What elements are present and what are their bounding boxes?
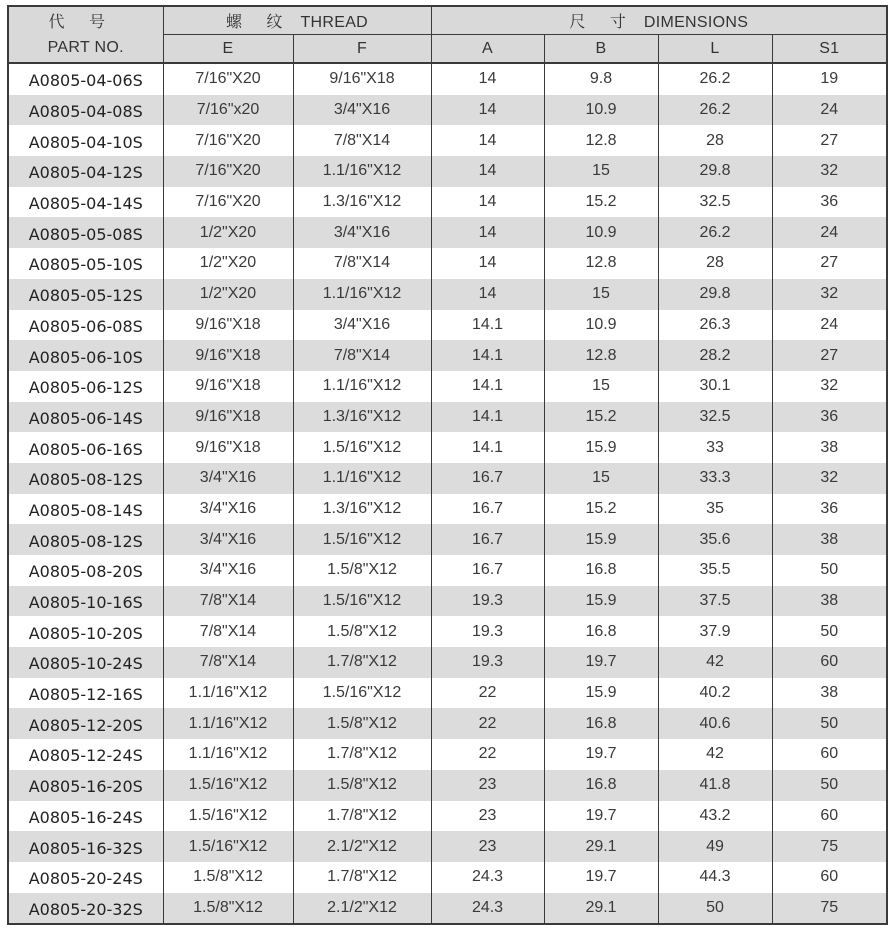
dim-s1-cell: 32 xyxy=(772,156,887,187)
thread-e-cell: 1.1/16"X12 xyxy=(163,678,293,709)
dim-a-cell: 16.7 xyxy=(431,494,544,525)
thread-e-cell: 7/16"X20 xyxy=(163,125,293,156)
dim-s1-cell: 60 xyxy=(772,739,887,770)
dim-l-cell: 42 xyxy=(658,647,772,678)
thread-e-cell: 1.1/16"X12 xyxy=(163,708,293,739)
thread-f-cell: 1.5/16"X12 xyxy=(293,432,431,463)
dim-a-cell: 16.7 xyxy=(431,463,544,494)
dim-a-cell: 22 xyxy=(431,708,544,739)
thread-group-header xyxy=(163,6,431,35)
dim-a-cell: 14 xyxy=(431,125,544,156)
part-number-cell: A0805-06-10S xyxy=(8,340,163,371)
dim-a-cell: 14 xyxy=(431,217,544,248)
part-number-cell: A0805-08-12S xyxy=(8,463,163,494)
thread-e-cell: 9/16"X18 xyxy=(163,340,293,371)
dim-l-cell: 35.5 xyxy=(658,555,772,586)
dim-b-cell: 15 xyxy=(544,279,658,310)
thread-f-cell: 1.1/16"X12 xyxy=(293,371,431,402)
dim-b-cell: 29.1 xyxy=(544,893,658,925)
dim-l-cell: 42 xyxy=(658,739,772,770)
header-row-columns xyxy=(8,35,887,64)
dim-b-cell: 19.7 xyxy=(544,862,658,893)
thread-f-cell: 2.1/2"X12 xyxy=(293,831,431,862)
dim-a-cell: 16.7 xyxy=(431,555,544,586)
dim-l-cell: 26.2 xyxy=(658,63,772,95)
dim-b-cell: 16.8 xyxy=(544,770,658,801)
dim-b-cell: 15 xyxy=(544,156,658,187)
thread-e-cell: 1.5/8"X12 xyxy=(163,862,293,893)
thread-f-cell: 1.3/16"X12 xyxy=(293,494,431,525)
thread-f-cell: 1.5/8"X12 xyxy=(293,616,431,647)
dim-s1-cell: 27 xyxy=(772,125,887,156)
thread-e-cell: 1.5/8"X12 xyxy=(163,893,293,925)
dim-s1-cell: 32 xyxy=(772,463,887,494)
thread-e-cell: 1.5/16"X12 xyxy=(163,770,293,801)
table-row xyxy=(8,217,887,248)
dim-b-cell: 16.8 xyxy=(544,616,658,647)
thread-e-cell: 7/16"X20 xyxy=(163,187,293,218)
table-row xyxy=(8,279,887,310)
thread-f-cell: 7/8"X14 xyxy=(293,340,431,371)
dim-a-cell: 23 xyxy=(431,801,544,832)
dim-b-cell: 15 xyxy=(544,463,658,494)
col-header-f: F xyxy=(293,35,431,64)
part-number-cell: A0805-08-20S xyxy=(8,555,163,586)
thread-f-cell: 1.3/16"X12 xyxy=(293,187,431,218)
table-row xyxy=(8,893,887,925)
dim-b-cell: 16.8 xyxy=(544,708,658,739)
dim-a-cell: 14.1 xyxy=(431,371,544,402)
table-row xyxy=(8,432,887,463)
thread-f-cell: 1.5/16"X12 xyxy=(293,586,431,617)
thread-e-cell: 3/4"X16 xyxy=(163,494,293,525)
part-number-cell: A0805-16-32S xyxy=(8,831,163,862)
part-number-cell: A0805-06-08S xyxy=(8,310,163,341)
dim-b-cell: 12.8 xyxy=(544,125,658,156)
dim-l-cell: 50 xyxy=(658,893,772,925)
header-row-groups xyxy=(8,6,887,35)
dim-l-cell: 28 xyxy=(658,125,772,156)
table-row xyxy=(8,678,887,709)
dim-b-cell: 15 xyxy=(544,371,658,402)
part-number-cell: A0805-12-20S xyxy=(8,708,163,739)
part-number-cell: A0805-04-06S xyxy=(8,63,163,95)
dim-a-cell: 14.1 xyxy=(431,402,544,433)
dim-l-cell: 26.3 xyxy=(658,310,772,341)
dim-s1-cell: 50 xyxy=(772,616,887,647)
thread-e-cell: 3/4"X16 xyxy=(163,463,293,494)
part-no-header-cn-text: 代 号 xyxy=(48,14,115,32)
dim-b-cell: 12.8 xyxy=(544,248,658,279)
dim-s1-cell: 75 xyxy=(772,831,887,862)
table-header xyxy=(8,6,887,63)
dim-s1-cell: 50 xyxy=(772,708,887,739)
part-number-cell: A0805-04-12S xyxy=(8,156,163,187)
thread-f-cell: 2.1/2"X12 xyxy=(293,893,431,925)
dim-a-cell: 14 xyxy=(431,248,544,279)
table-row xyxy=(8,310,887,341)
thread-header-en: THREAD xyxy=(300,14,369,31)
table-row xyxy=(8,187,887,218)
thread-f-cell: 1.5/16"X12 xyxy=(293,524,431,555)
dim-b-cell: 15.9 xyxy=(544,678,658,709)
thread-header-cn: 螺 纹 xyxy=(225,14,293,31)
dim-s1-cell: 38 xyxy=(772,432,887,463)
part-number-cell: A0805-12-16S xyxy=(8,678,163,709)
thread-e-cell: 7/16"x20 xyxy=(163,95,293,126)
table-row xyxy=(8,524,887,555)
table-row xyxy=(8,340,887,371)
table-row xyxy=(8,248,887,279)
table-row xyxy=(8,463,887,494)
dim-s1-cell: 24 xyxy=(772,217,887,248)
dim-l-cell: 26.2 xyxy=(658,95,772,126)
dim-s1-cell: 19 xyxy=(772,63,887,95)
dim-b-cell: 12.8 xyxy=(544,340,658,371)
thread-f-cell: 7/8"X14 xyxy=(293,125,431,156)
table-row xyxy=(8,770,887,801)
dim-a-cell: 24.3 xyxy=(431,862,544,893)
thread-f-cell: 1.7/8"X12 xyxy=(293,862,431,893)
dim-l-cell: 43.2 xyxy=(658,801,772,832)
table-row xyxy=(8,371,887,402)
dim-s1-cell: 32 xyxy=(772,279,887,310)
dimensions-header-en: DIMENSIONS xyxy=(643,14,749,31)
thread-f-cell: 3/4"X16 xyxy=(293,310,431,341)
part-number-cell: A0805-12-24S xyxy=(8,739,163,770)
table-row xyxy=(8,494,887,525)
thread-e-cell: 9/16"X18 xyxy=(163,432,293,463)
dim-s1-cell: 24 xyxy=(772,310,887,341)
thread-f-cell: 3/4"X16 xyxy=(293,217,431,248)
part-number-cell: A0805-16-20S xyxy=(8,770,163,801)
dim-b-cell: 15.2 xyxy=(544,494,658,525)
table-row xyxy=(8,862,887,893)
dim-s1-cell: 60 xyxy=(772,862,887,893)
dim-s1-cell: 36 xyxy=(772,187,887,218)
dim-s1-cell: 24 xyxy=(772,95,887,126)
thread-e-cell: 7/8"X14 xyxy=(163,616,293,647)
col-header-s1: S1 xyxy=(772,35,887,64)
dim-l-cell: 40.6 xyxy=(658,708,772,739)
dim-b-cell: 15.2 xyxy=(544,187,658,218)
dim-b-cell: 10.9 xyxy=(544,217,658,248)
dim-b-cell: 15.2 xyxy=(544,402,658,433)
dim-s1-cell: 36 xyxy=(772,494,887,525)
table-body xyxy=(8,63,887,924)
dim-l-cell: 32.5 xyxy=(658,402,772,433)
part-number-cell: A0805-10-24S xyxy=(8,647,163,678)
dim-l-cell: 33.3 xyxy=(658,463,772,494)
thread-e-cell: 7/16"X20 xyxy=(163,63,293,95)
part-number-cell: A0805-20-24S xyxy=(8,862,163,893)
table-row xyxy=(8,156,887,187)
dim-a-cell: 19.3 xyxy=(431,647,544,678)
thread-f-cell: 1.5/8"X12 xyxy=(293,555,431,586)
thread-e-cell: 3/4"X16 xyxy=(163,555,293,586)
part-number-cell: A0805-08-14S xyxy=(8,494,163,525)
dim-l-cell: 29.8 xyxy=(658,156,772,187)
dim-l-cell: 28 xyxy=(658,248,772,279)
dim-l-cell: 35.6 xyxy=(658,524,772,555)
col-header-e: E xyxy=(163,35,293,64)
dim-a-cell: 14 xyxy=(431,63,544,95)
dim-a-cell: 23 xyxy=(431,770,544,801)
thread-f-cell: 7/8"X14 xyxy=(293,248,431,279)
part-number-cell: A0805-10-16S xyxy=(8,586,163,617)
part-number-cell: A0805-05-12S xyxy=(8,279,163,310)
dim-s1-cell: 50 xyxy=(772,770,887,801)
thread-e-cell: 1/2"X20 xyxy=(163,217,293,248)
dim-a-cell: 19.3 xyxy=(431,616,544,647)
part-number-cell: A0805-06-14S xyxy=(8,402,163,433)
dim-b-cell: 19.7 xyxy=(544,647,658,678)
dim-b-cell: 15.9 xyxy=(544,432,658,463)
dimensions-group-header xyxy=(431,6,887,35)
dim-l-cell: 49 xyxy=(658,831,772,862)
dim-s1-cell: 27 xyxy=(772,340,887,371)
table-row xyxy=(8,586,887,617)
dim-a-cell: 22 xyxy=(431,739,544,770)
thread-f-cell: 1.7/8"X12 xyxy=(293,647,431,678)
thread-f-cell: 1.1/16"X12 xyxy=(293,279,431,310)
dim-b-cell: 16.8 xyxy=(544,555,658,586)
thread-f-cell: 1.7/8"X12 xyxy=(293,739,431,770)
dim-l-cell: 32.5 xyxy=(658,187,772,218)
dim-a-cell: 14 xyxy=(431,279,544,310)
dim-s1-cell: 60 xyxy=(772,647,887,678)
dim-s1-cell: 32 xyxy=(772,371,887,402)
table-row xyxy=(8,616,887,647)
thread-e-cell: 1.5/16"X12 xyxy=(163,831,293,862)
part-spec-table xyxy=(7,5,888,925)
dim-a-cell: 14 xyxy=(431,156,544,187)
dim-s1-cell: 27 xyxy=(772,248,887,279)
table-row xyxy=(8,402,887,433)
table-row xyxy=(8,708,887,739)
thread-e-cell: 9/16"X18 xyxy=(163,371,293,402)
col-header-l: L xyxy=(658,35,772,64)
table-row xyxy=(8,125,887,156)
dim-l-cell: 40.2 xyxy=(658,678,772,709)
thread-f-cell: 9/16"X18 xyxy=(293,63,431,95)
part-number-cell: A0805-08-12S xyxy=(8,524,163,555)
thread-e-cell: 7/8"X14 xyxy=(163,647,293,678)
table-row xyxy=(8,95,887,126)
table-row xyxy=(8,63,887,95)
dim-s1-cell: 36 xyxy=(772,402,887,433)
dim-l-cell: 29.8 xyxy=(658,279,772,310)
table-row xyxy=(8,555,887,586)
dim-a-cell: 14.1 xyxy=(431,340,544,371)
dim-s1-cell: 75 xyxy=(772,893,887,925)
dim-a-cell: 14 xyxy=(431,95,544,126)
part-number-cell: A0805-10-20S xyxy=(8,616,163,647)
dim-b-cell: 10.9 xyxy=(544,310,658,341)
dim-s1-cell: 60 xyxy=(772,801,887,832)
part-number-cell: A0805-20-32S xyxy=(8,893,163,925)
part-number-cell: A0805-05-08S xyxy=(8,217,163,248)
dim-b-cell: 19.7 xyxy=(544,801,658,832)
part-number-cell: A0805-06-16S xyxy=(8,432,163,463)
col-header-a: A xyxy=(431,35,544,64)
thread-e-cell: 9/16"X18 xyxy=(163,402,293,433)
part-number-cell: A0805-05-10S xyxy=(8,248,163,279)
dim-l-cell: 35 xyxy=(658,494,772,525)
thread-f-cell: 3/4"X16 xyxy=(293,95,431,126)
dim-a-cell: 22 xyxy=(431,678,544,709)
thread-e-cell: 1.5/16"X12 xyxy=(163,801,293,832)
thread-f-cell: 1.1/16"X12 xyxy=(293,463,431,494)
dim-s1-cell: 38 xyxy=(772,524,887,555)
dim-l-cell: 44.3 xyxy=(658,862,772,893)
dim-l-cell: 37.5 xyxy=(658,586,772,617)
dim-s1-cell: 38 xyxy=(772,678,887,709)
part-no-header-cn xyxy=(8,6,163,35)
dim-a-cell: 19.3 xyxy=(431,586,544,617)
dim-l-cell: 28.2 xyxy=(658,340,772,371)
table-row xyxy=(8,647,887,678)
dim-b-cell: 19.7 xyxy=(544,739,658,770)
dim-b-cell: 29.1 xyxy=(544,831,658,862)
dim-s1-cell: 38 xyxy=(772,586,887,617)
dim-b-cell: 15.9 xyxy=(544,524,658,555)
col-header-b: B xyxy=(544,35,658,64)
dim-l-cell: 41.8 xyxy=(658,770,772,801)
thread-f-cell: 1.5/8"X12 xyxy=(293,708,431,739)
part-number-cell: A0805-04-08S xyxy=(8,95,163,126)
thread-e-cell: 9/16"X18 xyxy=(163,310,293,341)
part-number-cell: A0805-16-24S xyxy=(8,801,163,832)
table-row xyxy=(8,831,887,862)
part-no-header-en: PART NO. xyxy=(8,35,163,64)
thread-f-cell: 1.5/8"X12 xyxy=(293,770,431,801)
thread-f-cell: 1.7/8"X12 xyxy=(293,801,431,832)
dim-b-cell: 9.8 xyxy=(544,63,658,95)
thread-e-cell: 1/2"X20 xyxy=(163,248,293,279)
dim-b-cell: 15.9 xyxy=(544,586,658,617)
dim-a-cell: 14.1 xyxy=(431,310,544,341)
part-number-cell: A0805-04-14S xyxy=(8,187,163,218)
thread-e-cell: 1.1/16"X12 xyxy=(163,739,293,770)
thread-e-cell: 3/4"X16 xyxy=(163,524,293,555)
dim-b-cell: 10.9 xyxy=(544,95,658,126)
table-row xyxy=(8,739,887,770)
dim-s1-cell: 50 xyxy=(772,555,887,586)
thread-e-cell: 1/2"X20 xyxy=(163,279,293,310)
thread-f-cell: 1.1/16"X12 xyxy=(293,156,431,187)
thread-f-cell: 1.5/16"X12 xyxy=(293,678,431,709)
dim-l-cell: 30.1 xyxy=(658,371,772,402)
dim-a-cell: 14.1 xyxy=(431,432,544,463)
dim-a-cell: 14 xyxy=(431,187,544,218)
part-number-cell: A0805-06-12S xyxy=(8,371,163,402)
table-row xyxy=(8,801,887,832)
dim-a-cell: 23 xyxy=(431,831,544,862)
part-number-cell: A0805-04-10S xyxy=(8,125,163,156)
dim-l-cell: 37.9 xyxy=(658,616,772,647)
thread-e-cell: 7/16"X20 xyxy=(163,156,293,187)
dimensions-header-cn: 尺 寸 xyxy=(569,14,636,31)
dim-a-cell: 24.3 xyxy=(431,893,544,925)
dim-l-cell: 26.2 xyxy=(658,217,772,248)
dim-a-cell: 16.7 xyxy=(431,524,544,555)
thread-e-cell: 7/8"X14 xyxy=(163,586,293,617)
thread-f-cell: 1.3/16"X12 xyxy=(293,402,431,433)
dim-l-cell: 33 xyxy=(658,432,772,463)
